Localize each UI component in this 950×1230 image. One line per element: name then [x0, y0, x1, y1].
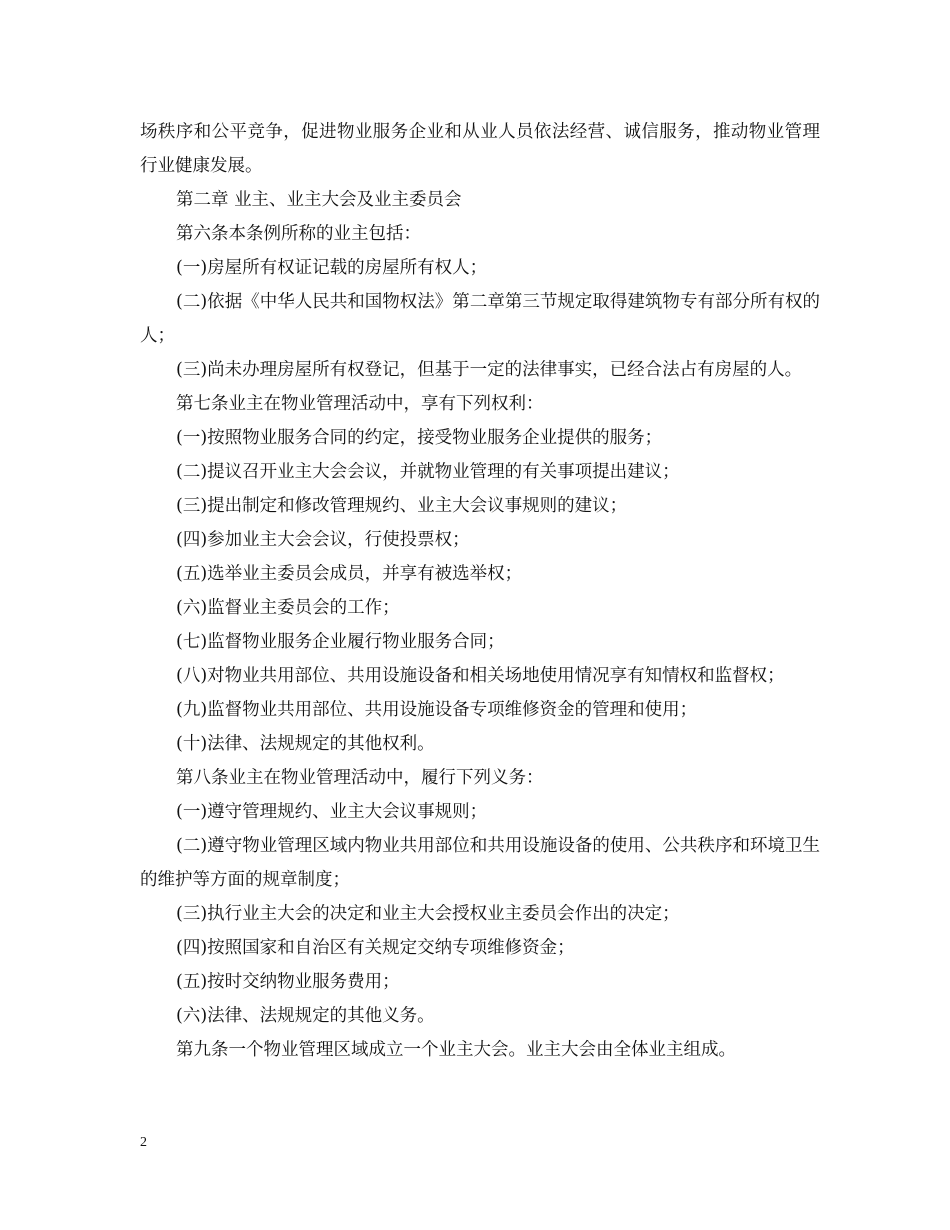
list-item: (五)选举业主委员会成员，并享有被选举权；	[176, 564, 523, 584]
list-item: (一)遵守管理规约、业主大会议事规则；	[176, 802, 488, 822]
list-item: (十)法律、法规规定的其他权利。	[176, 734, 435, 754]
paragraph: 场秩序和公平竞争，促进物业服务企业和从业人员依法经营、诚信服务，推动物业管理行业健康发展。	[140, 122, 820, 176]
list-item: (八)对物业共用部位、共用设施设备和相关场地使用情况享有知情权和监督权；	[176, 666, 785, 686]
list-item: (三)执行业主大会的决定和业主大会授权业主委员会作出的决定；	[176, 904, 680, 924]
list-item: (六)法律、法规规定的其他义务。	[176, 1006, 435, 1026]
list-item: (一)按照物业服务合同的约定，接受物业服务企业提供的服务；	[176, 428, 663, 448]
list-item: (七)监督物业服务企业履行物业服务合同；	[176, 632, 505, 652]
paragraph: 第九条一个物业管理区域成立一个业主大会。业主大会由全体业主组成。	[176, 1040, 736, 1060]
list-item: (二)依据《中华人民共和国物权法》第二章第三节规定取得建筑物专有部分所有权的人；	[140, 292, 820, 346]
list-item: (九)监督物业共用部位、共用设施设备专项维修资金的管理和使用；	[176, 700, 698, 720]
list-item: (五)按时交纳物业服务费用；	[176, 972, 400, 992]
list-item: (二)遵守物业管理区域内物业共用部位和共用设施设备的使用、公共秩序和环境卫生的维护等方面的规章制度；	[140, 836, 820, 890]
list-item: (三)提出制定和修改管理规约、业主大会议事规则的建议；	[176, 496, 628, 516]
list-item: (二)提议召开业主大会会议，并就物业管理的有关事项提出建议；	[176, 462, 680, 482]
chapter-heading: 第二章 业主、业主大会及业主委员会	[176, 190, 462, 210]
document-body	[140, 115, 820, 1067]
paragraph: 第六条本条例所称的业主包括：	[176, 224, 421, 244]
list-item: (六)监督业主委员会的工作；	[176, 598, 400, 618]
paragraph: 第七条业主在物业管理活动中，享有下列权利：	[176, 394, 544, 414]
list-item: (四)按照国家和自治区有关规定交纳专项维修资金；	[176, 938, 575, 958]
list-item: (一)房屋所有权证记载的房屋所有权人；	[176, 258, 488, 278]
list-item: (三)尚未办理房屋所有权登记，但基于一定的法律事实，已经合法占有房屋的人。	[176, 360, 803, 380]
paragraph: 第八条业主在物业管理活动中，履行下列义务：	[176, 768, 544, 788]
list-item: (四)参加业主大会会议，行使投票权；	[176, 530, 470, 550]
page-number: 2	[140, 1135, 147, 1150]
